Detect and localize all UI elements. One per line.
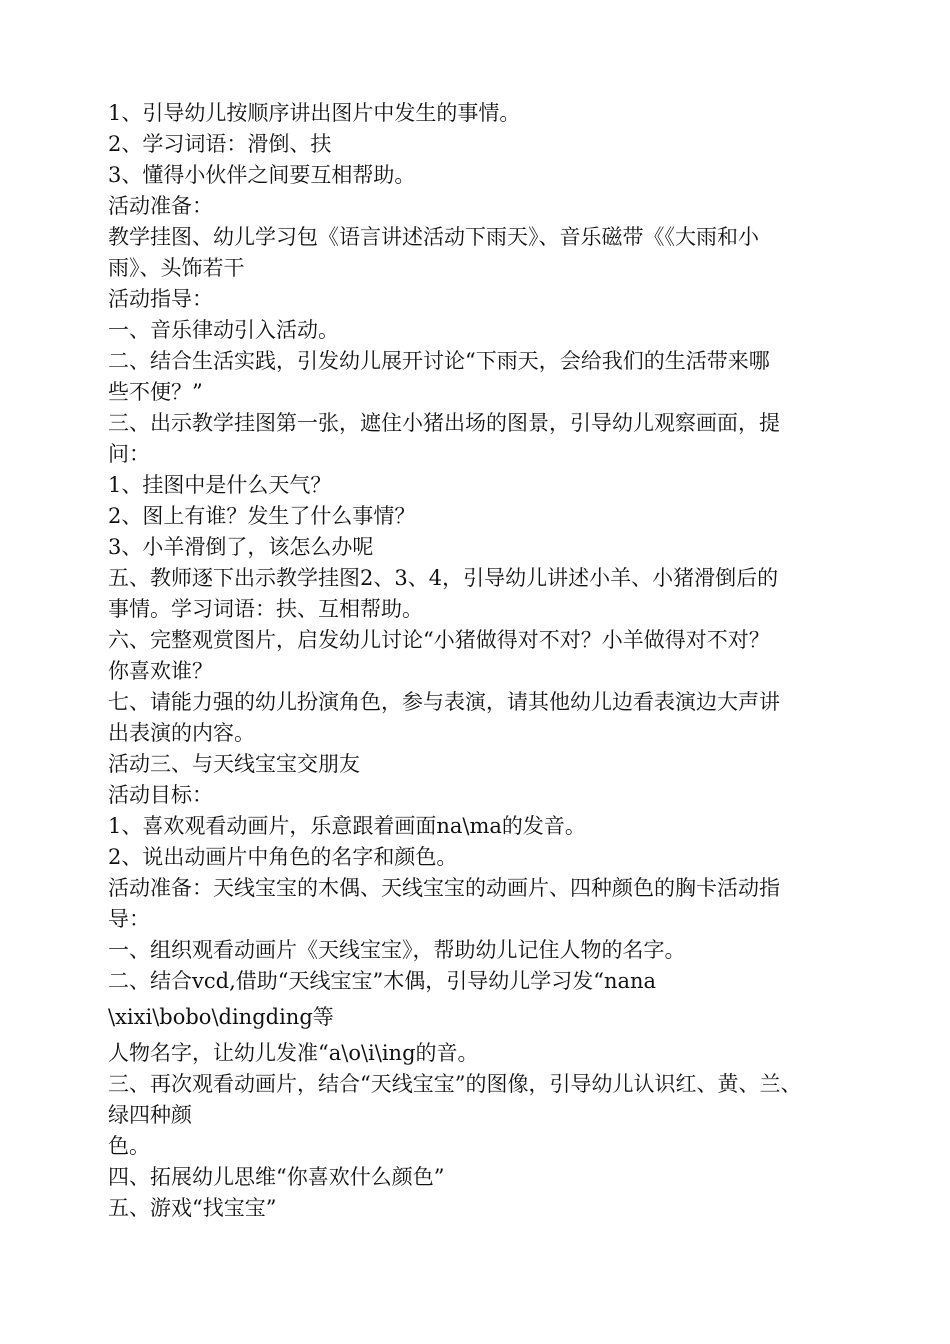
text-line: 出表演的内容。 xyxy=(108,721,255,745)
text-line: \xixi\bobo\dingding等 xyxy=(108,1005,334,1029)
text-line: 2、说出动画片中角色的名字和颜色。 xyxy=(108,845,458,869)
text-line: 2、图上有谁？发生了什么事情？ xyxy=(108,504,416,528)
text-line: 你喜欢谁？ xyxy=(108,659,213,683)
text-line: 3、懂得小伙伴之间要互相帮助。 xyxy=(108,163,416,187)
text-line: 1、挂图中是什么天气？ xyxy=(108,473,332,497)
section-heading: 活动准备： xyxy=(108,194,213,218)
text-line: 五、游戏“找宝宝” xyxy=(108,1196,277,1220)
text-line: 三、再次观看动画片，结合“天线宝宝”的图像，引导幼儿认识红、黄、兰、 xyxy=(108,1072,802,1096)
text-line: 七、请能力强的幼儿扮演角色，参与表演，请其他幼儿边看表演边大声讲 xyxy=(108,690,780,714)
text-line: 绿四种颜 xyxy=(108,1103,192,1127)
text-line: 色。 xyxy=(108,1134,150,1158)
text-line: 教学挂图、幼儿学习包《语言讲述活动下雨天》、音乐磁带《《大雨和小 xyxy=(108,225,759,249)
text-line: 一、组织观看动画片《天线宝宝》，帮助幼儿记住人物的名字。 xyxy=(108,938,686,962)
text-line: 些不便？” xyxy=(108,380,203,404)
text-line: 2、学习词语：滑倒、扶 xyxy=(108,132,332,156)
text-line: 1、引导幼儿按顺序讲出图片中发生的事情。 xyxy=(108,101,521,125)
text-line: 六、完整观赏图片，启发幼儿讨论“小猪做得对不对？小羊做得对不对？ xyxy=(108,628,770,652)
text-line: 问： xyxy=(108,442,150,466)
text-line: 三、出示教学挂图第一张，遮住小猪出场的图景，引导幼儿观察画面，提 xyxy=(108,411,780,435)
section-heading: 活动三、与天线宝宝交朋友 xyxy=(108,752,360,776)
text-line: 二、结合生活实践，引发幼儿展开讨论“下雨天，会给我们的生活带来哪 xyxy=(108,349,770,373)
text-line: 导： xyxy=(108,907,150,931)
text-line: 五、教师逐下出示教学挂图2、3、4，引导幼儿讲述小羊、小猪滑倒后的 xyxy=(108,566,779,590)
document-body xyxy=(108,98,868,1224)
text-line: 1、喜欢观看动画片，乐意跟着画面na\ma的发音。 xyxy=(108,814,586,838)
text-line: 人物名字，让幼儿发准“a\o\i\ing的音。 xyxy=(108,1041,479,1065)
section-heading: 活动目标： xyxy=(108,783,213,807)
text-line: 四、拓展幼儿思维“你喜欢什么颜色” xyxy=(108,1165,445,1189)
text-line: 雨》、头饰若干 xyxy=(108,256,245,280)
text-line: 3、小羊滑倒了，该怎么办呢 xyxy=(108,535,374,559)
text-line: 事情。学习词语：扶、互相帮助。 xyxy=(108,597,423,621)
text-line: 活动准备：天线宝宝的木偶、天线宝宝的动画片、四种颜色的胸卡活动指 xyxy=(108,876,780,900)
text-line: 二、结合vcd,借助“天线宝宝”木偶，引导幼儿学习发“nana xyxy=(108,969,657,993)
section-heading: 活动指导： xyxy=(108,287,213,311)
text-line: 一、音乐律动引入活动。 xyxy=(108,318,339,342)
